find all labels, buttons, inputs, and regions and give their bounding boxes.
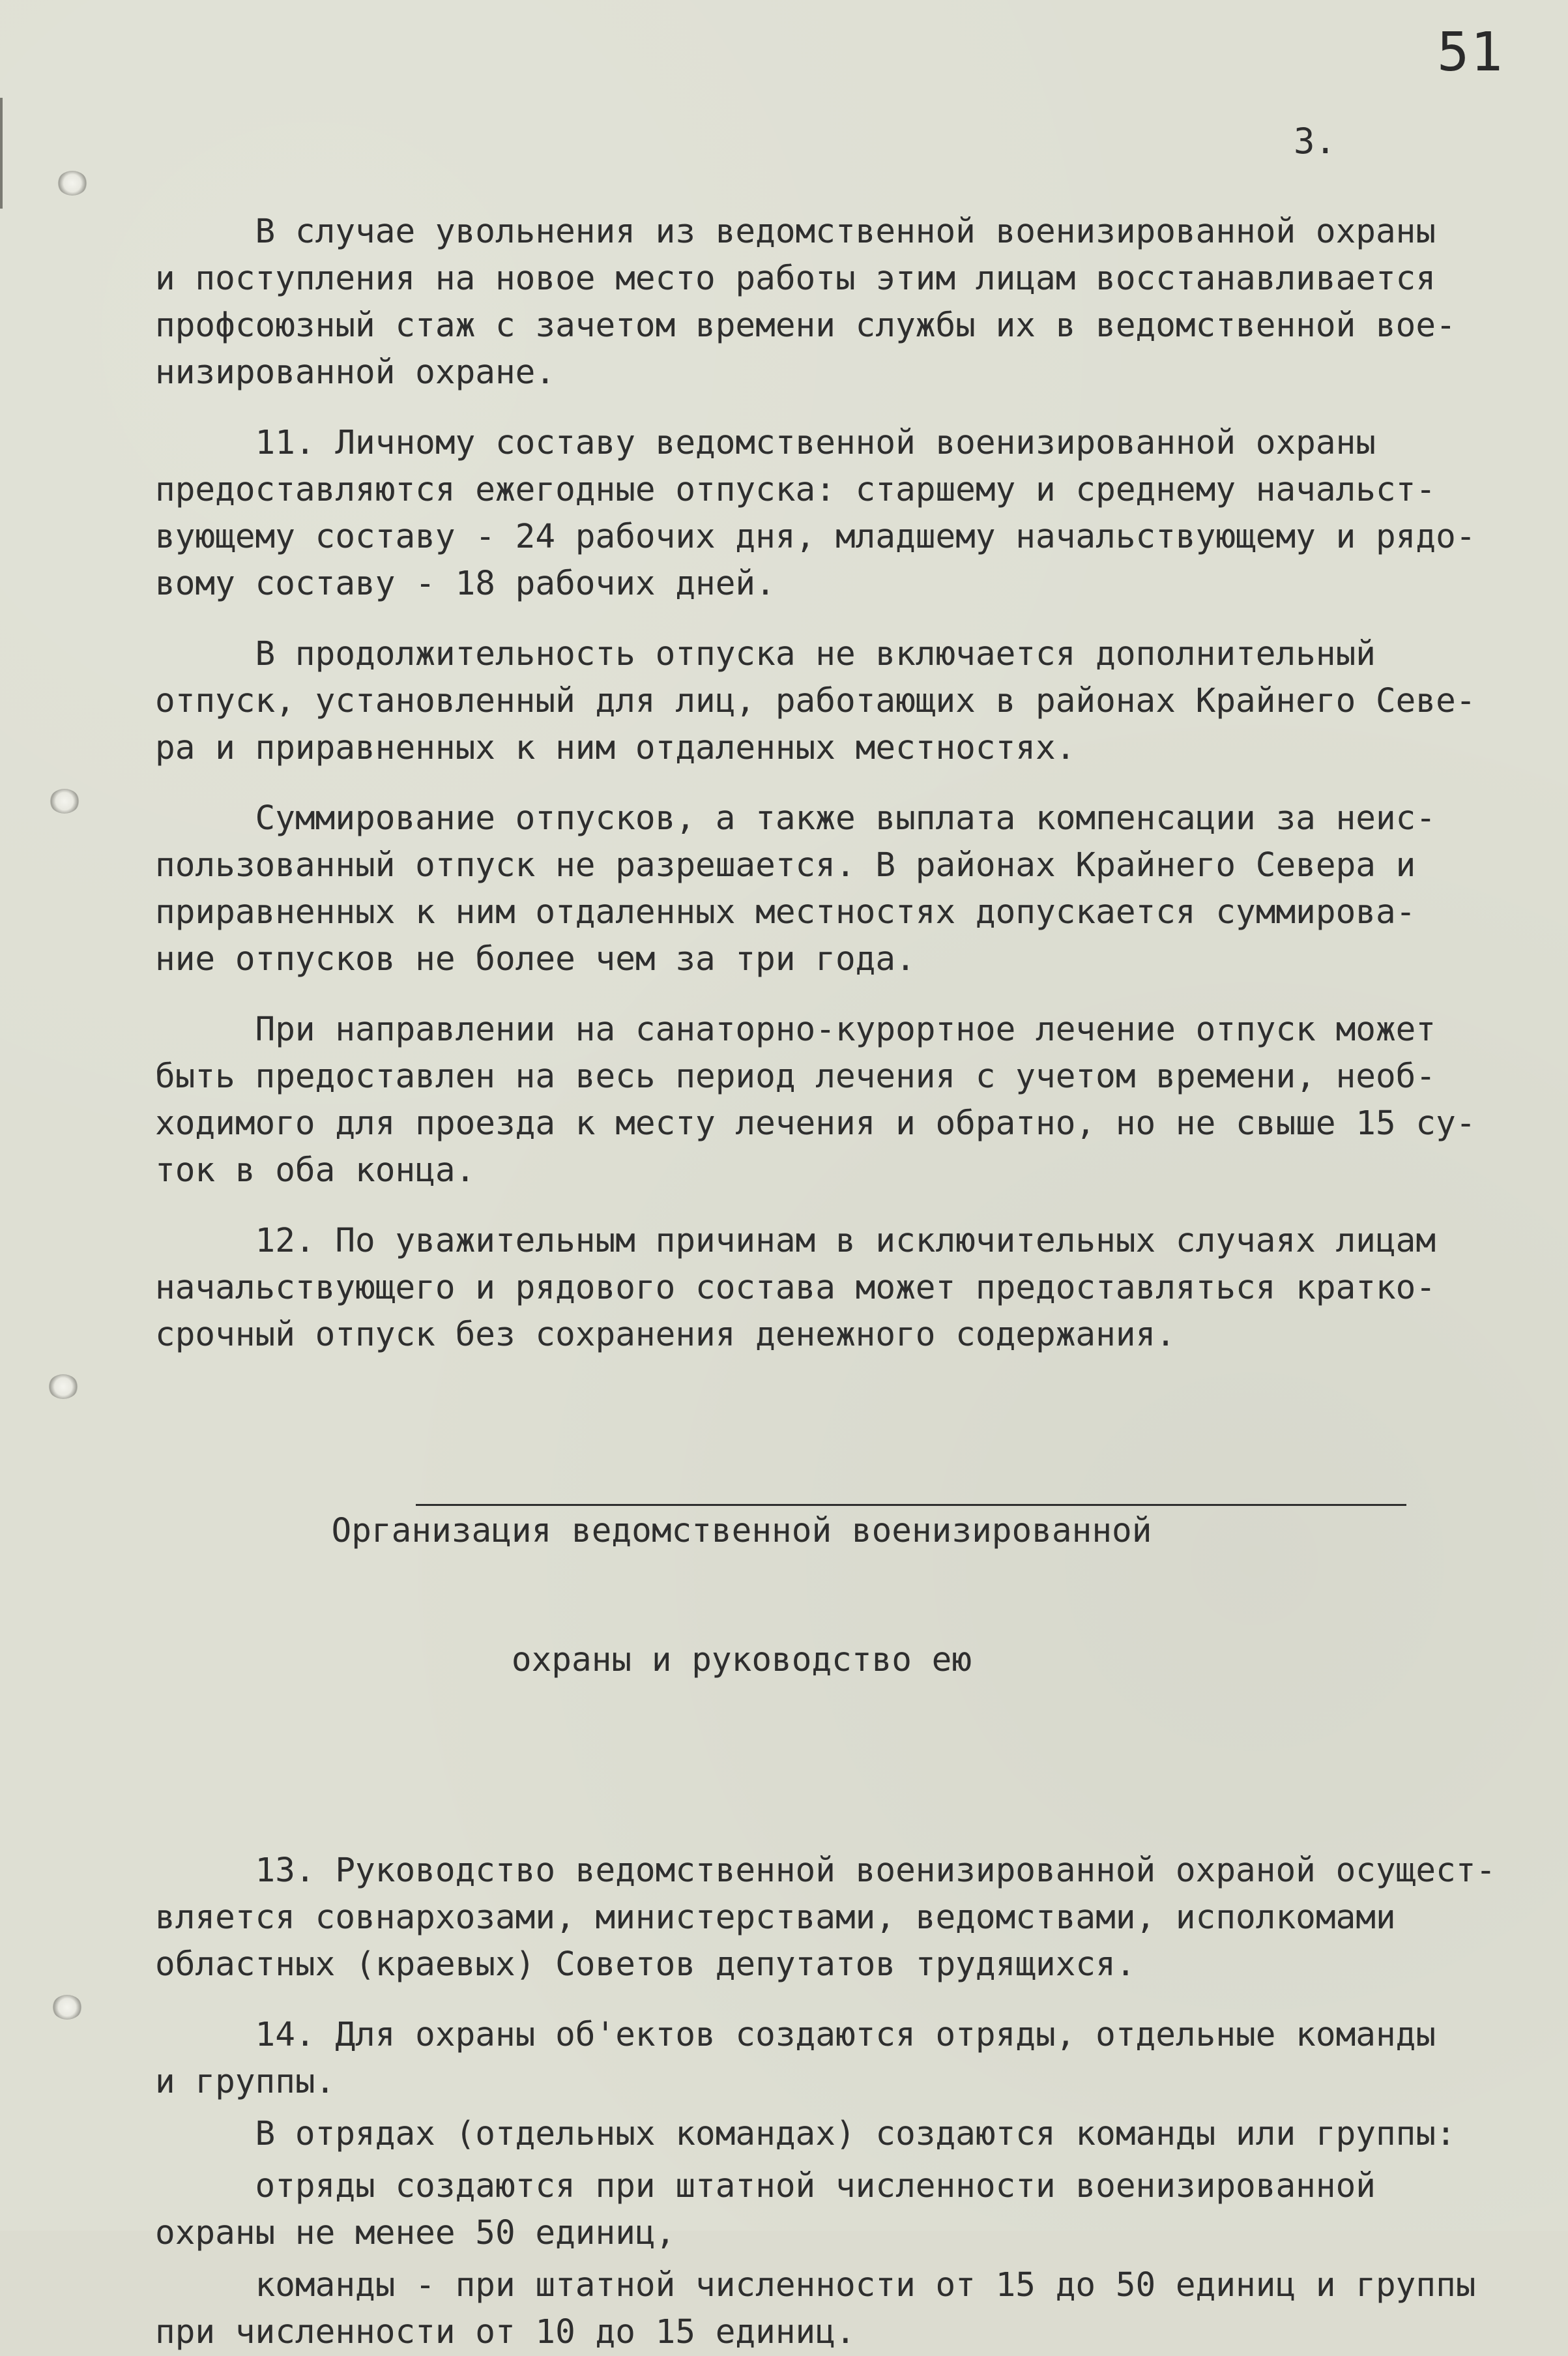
punch-hole	[52, 1995, 82, 2020]
paragraph-sanatorium: При направлении на санаторно-курортное лечение отпуск может быть предоставлен на весь период лечения с учетом времени, необ- ходимого для проезда к месту лечения и обратно, но не свыше 15 су- ток в оба конца.	[155, 1010, 1476, 1190]
sheet-number: 3.	[1294, 121, 1337, 162]
punch-hole	[48, 1374, 78, 1399]
section-heading-line-2: охраны и руководство ею	[511, 1641, 972, 1679]
paragraph-units: В отрядах (отдельных командах) создаются команды или группы:	[155, 2115, 1456, 2153]
paragraph-teams: команды - при штатной численности от 15 до 50 единиц и группы при численности от 10 до 15 единиц.	[155, 2266, 1476, 2351]
paragraph-leave-summation: Суммирование отпусков, а также выплата компенсации за неис- пользованный отпуск не разрешается. В районах Крайнего Севера и приравненных к ним отдаленных местностях допускается суммирова- ние отпусков не более чем за три года.	[155, 799, 1436, 979]
paragraph-1: В случае увольнения из ведомственной военизированной охраны и поступления на новое место работы этим лицам восстанавливается профсоюзный стаж с зачетом времени службы их в ведомственной вое- низированной охране.	[155, 213, 1456, 392]
section-heading-line-1: Организация ведомственной военизированной	[331, 1512, 1152, 1550]
paragraph-14: 14. Для охраны об'ектов создаются отряды, отдельные команды и группы.	[155, 2016, 1436, 2101]
margin-mark	[0, 98, 3, 209]
section-heading	[155, 1424, 1504, 1811]
punch-hole	[57, 171, 87, 196]
punch-hole	[50, 789, 80, 814]
paragraph-leave-duration: В продолжительность отпуска не включается дополнительный отпуск, установленный для лиц, работающих в районах Крайнего Севе- ра и приравненных к ним отдаленных местностях.	[155, 635, 1476, 767]
paragraph-12: 12. По уважительным причинам в исключительных случаях лицам начальствующего и рядового состава может предоставляться кратко- срочный отпуск без сохранения денежного содержания.	[155, 1222, 1436, 1354]
paragraph-13: 13. Руководство ведомственной военизированной охраной осущест- вляется совнархозами, министерствами, ведомствами, исполкомами областных (краевых) Советов депутатов трудящихся.	[155, 1851, 1496, 1984]
heading-underline	[416, 1504, 1406, 1506]
paragraph-11: 11. Личному составу ведомственной военизированной охраны предоставляются ежегодные отпуска: старшему и среднему начальст- вующему составу - 24 рабочих дня, младшему начальствующему и рядо- вому составу - 18 рабочих дней.	[155, 424, 1476, 603]
paragraph-detachments: отряды создаются при штатной численности военизированной охраны не менее 50 единиц,	[155, 2167, 1376, 2252]
page-number: 51	[1437, 22, 1504, 83]
document-body	[155, 209, 1504, 2356]
